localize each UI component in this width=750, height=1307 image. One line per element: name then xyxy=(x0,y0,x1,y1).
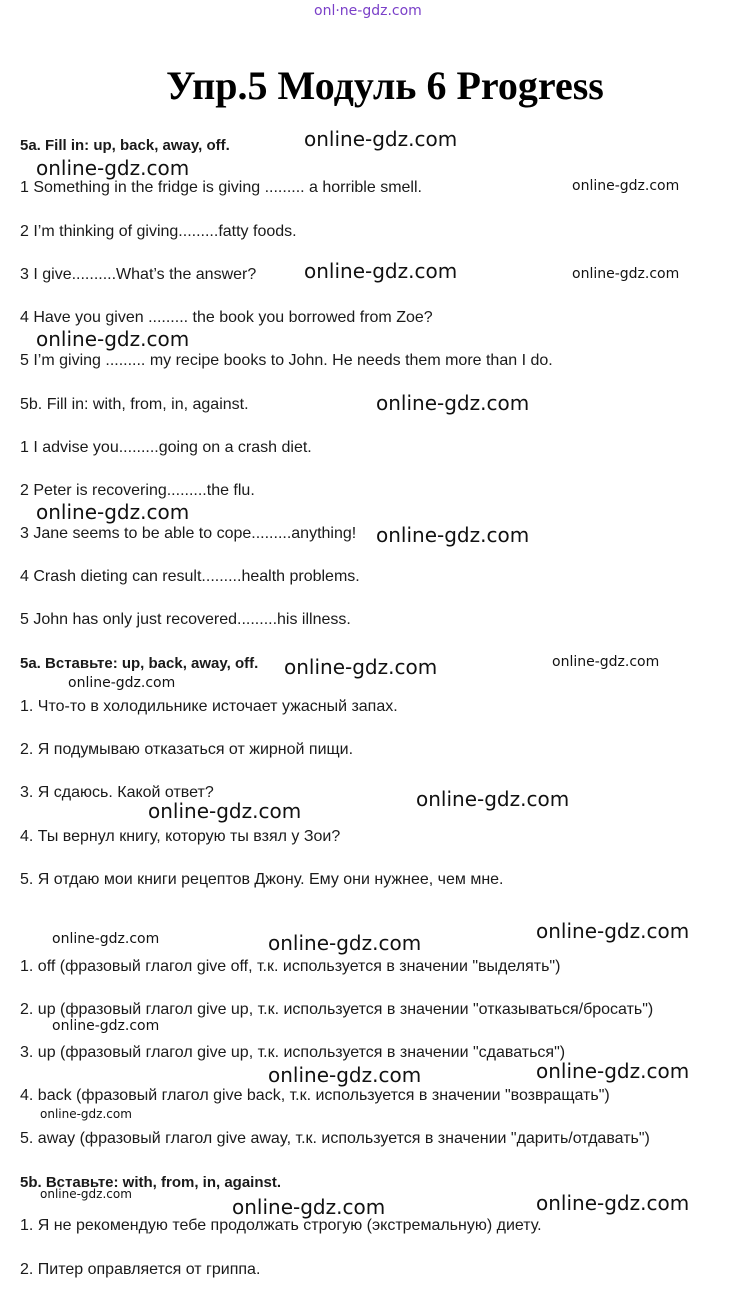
watermark: online-gdz.com xyxy=(40,1107,132,1121)
list-item: 3 Jane seems to be able to cope.........anything! xyxy=(20,525,357,542)
watermark: online-gdz.com xyxy=(52,1018,160,1034)
watermark: online-gdz.com xyxy=(536,1191,690,1215)
list-item: 4 Crash dieting can result.........health problems. xyxy=(20,568,360,585)
watermark-top: onl·ne-gdz.com xyxy=(314,3,422,19)
answer-item: 3. up (фразовый глагол give up, т.к. используется в значении "сдаваться") xyxy=(20,1044,566,1061)
watermark: online-gdz.com xyxy=(36,156,190,180)
watermark: online-gdz.com xyxy=(40,1187,132,1201)
watermark: online-gdz.com xyxy=(232,1195,386,1219)
section-5a-ru-heading: 5a. Вставьте: up, back, away, off. xyxy=(20,655,259,672)
list-item: 2 I’m thinking of giving.........fatty foods. xyxy=(20,223,297,240)
list-item: 4 Have you given ......... the book you borrowed from Zoe? xyxy=(20,309,433,326)
watermark: online-gdz.com xyxy=(268,1063,422,1087)
watermark: online-gdz.com xyxy=(148,799,302,823)
watermark: online-gdz.com xyxy=(572,266,680,282)
list-item: 2 Peter is recovering.........the flu. xyxy=(20,482,255,499)
answer-item: 2. up (фразовый глагол give up, т.к. используется в значении "отказываться/бросать") xyxy=(20,1001,654,1018)
list-item: 1 I advise you.........going on a crash diet. xyxy=(20,439,312,456)
list-item: 1 Something in the fridge is giving ......... a horrible smell. xyxy=(20,179,422,196)
list-item: 5 I’m giving ......... my recipe books to John. He needs them more than I do. xyxy=(20,352,553,369)
watermark: online-gdz.com xyxy=(268,931,422,955)
list-item: 1. Я не рекомендую тебе продолжать строгую (экстремальную) диету. xyxy=(20,1217,542,1234)
section-5b-ru-heading: 5b. Вставьте: with, from, in, against. xyxy=(20,1174,282,1191)
answer-item: 1. off (фразовый глагол give off, т.к. используется в значении "выделять") xyxy=(20,958,561,975)
watermark: online-gdz.com xyxy=(284,655,438,679)
page-title: Упр.5 Модуль 6 Progress xyxy=(166,63,604,108)
watermark: online-gdz.com xyxy=(36,500,190,524)
list-item: 4. Ты вернул книгу, которую ты взял у Зои? xyxy=(20,828,341,845)
answer-item: 5. away (фразовый глагол give away, т.к. используется в значении "дарить/отдавать") xyxy=(20,1130,650,1147)
watermark: online-gdz.com xyxy=(552,654,660,670)
watermark: online-gdz.com xyxy=(36,327,190,351)
watermark: online-gdz.com xyxy=(536,919,690,943)
list-item: 3. Я сдаюсь. Какой ответ? xyxy=(20,784,214,801)
watermark: online-gdz.com xyxy=(304,127,458,151)
list-item: 1. Что-то в холодильнике источает ужасный запах. xyxy=(20,698,398,715)
watermark: online-gdz.com xyxy=(376,391,530,415)
list-item: 5. Я отдаю мои книги рецептов Джону. Ему они нужнее, чем мне. xyxy=(20,871,504,888)
list-item: 2. Я подумываю отказаться от жирной пищи. xyxy=(20,741,354,758)
watermark: online-gdz.com xyxy=(536,1059,690,1083)
watermark: online-gdz.com xyxy=(52,931,160,947)
list-item: 5 John has only just recovered.........his illness. xyxy=(20,611,351,628)
section-5b-heading: 5b. Fill in: with, from, in, against. xyxy=(20,396,249,413)
list-item: 2. Питер оправляется от гриппа. xyxy=(20,1261,261,1278)
watermark: online-gdz.com xyxy=(68,675,176,691)
watermark: online-gdz.com xyxy=(376,523,530,547)
watermark: online-gdz.com xyxy=(416,787,570,811)
section-5a-heading: 5a. Fill in: up, back, away, off. xyxy=(20,137,230,154)
watermark: online-gdz.com xyxy=(572,178,680,194)
list-item: 3 I give..........What’s the answer? xyxy=(20,266,257,283)
watermark: online-gdz.com xyxy=(304,259,458,283)
answer-item: 4. back (фразовый глагол give back, т.к. используется в значении "возвращать") xyxy=(20,1087,610,1104)
